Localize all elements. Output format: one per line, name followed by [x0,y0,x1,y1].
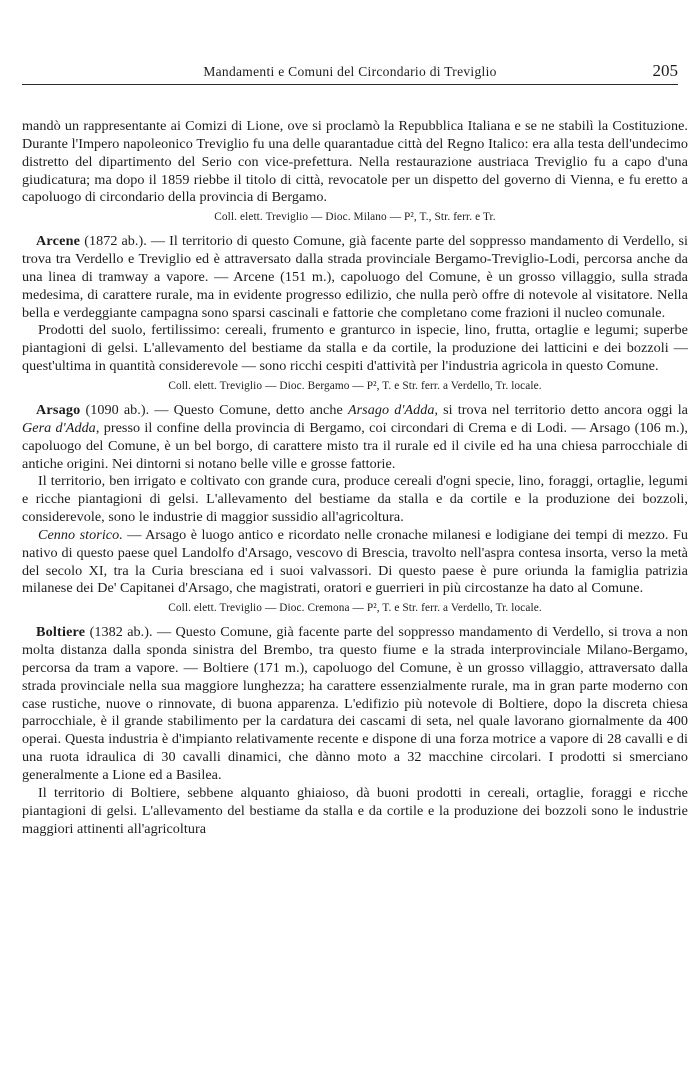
running-title: Mandamenti e Comuni del Circondario di Treviglio [203,64,497,79]
arsago-text-c: , presso il confine della provincia di Bergamo, coi circondari di Crema e di Lodi. — Arsago (106 m.), capoluogo del Comune, è un bel borgo, di carattere misto tra il rurale ed il civile ed ha una chiesa parrocchiale di antiche origini. Nei dintorni si notano belle ville e grosse fattorie. [22,419,688,472]
arsago-paragraph-3 [22,527,688,598]
boltiere-heading: Boltiere [36,624,86,641]
boltiere-text-1: (1382 ab.). — Questo Comune, già facente parte del soppresso mandamento di Verdello, si trova a non molta distanza dalla sponda sinistra del Brembo, tra questo fiume e la strada interprovinciale Milano-Bergamo, percorsa da tram a vapore. — Boltiere (171 m.), capoluogo del Comune, è un grosso villaggio, attraversato dalla strada provinciale nella sua maggiore lunghezza; ha carattere essenzialmente rurale, ma in gran parte moderno con case rustiche, nuove o rinnovate, di buona apparenza. L'edifizio più notevole di Boltiere, dopo la discreta chiesa parrocchiale, è il grande stabilimento per la cardatura dei cascami di seta, nel quale lavorano giornalmente da 400 operai. Questa industria è d'impianto relativamente recente e dispone di una forza motrice a vapore di 28 cavalli e di una ruota idraulica di 30 cavalli dinamici, che dànno moto a 32 macchine circolari. I prodotti si smerciano generalmente a Lione ed a Basilea. [22,624,688,783]
arcene-text-1: (1872 ab.). — Il territorio di questo Comune, già facente parte del soppresso mandamento di Verdello, si trova tra Verdello e Treviglio ed è attraversato dalla strada provinciale Bergamo-Treviglio-Lodi, percorsa anche da una linea di tramway a vapore. — Arcene (151 m.), capoluogo del Comune, è un grosso villaggio, sulla strada medesima, di carattere rurale, ma in evidente progresso edilizio, che nulla però offre di notevole al visitatore. Nella bella e verdeggiante campagna sono sparsi cascinali e fattorie che completano come frazioni il nucleo comunale. [22,233,688,321]
arcene-note: Coll. elett. Treviglio — Dioc. Bergamo — P², T. e Str. ferr. a Verdello, Tr. locale. [168,379,542,392]
arsago-paragraph-2: Il territorio, ben irrigato e coltivato con grande cura, produce cereali d'ogni specie, lino, foraggi, ortaglie, legumi e ricche piantagioni di gelsi. L'allevamento del bestiame da stalla e da cortile e la produzione dei bozzoli, considerevole, sono le industrie di maggior sussidio all'agricoltura. [22,473,688,526]
cenno-storico-label: Cenno storico. [38,526,123,543]
boltiere-paragraph-1 [22,624,688,785]
page-number: 205 [652,61,678,80]
boltiere-paragraph-2: Il territorio di Boltiere, sebbene alquanto ghiaioso, dà buoni prodotti in cereali, ortaglie, foraggi e ricche piantagioni di gelsi. L'allevamento del bestiame da stalla e da cortile e la produzione dei bozzoli sono le industrie maggiori attinenti all'agricoltura [22,784,688,837]
page-body [22,118,688,838]
arcene-paragraph-1 [22,233,688,322]
arsago-paragraph-1 [22,402,688,473]
arsago-italic-name: Arsago d'Adda [347,401,435,418]
arcene-heading: Arcene [36,233,81,250]
arcene-paragraph-2: Prodotti del suolo, fertilissimo: cereali, frumento e granturco in ispecie, lino, frutta, ortaglie e legumi; superbe piantagioni di gelsi. L'allevamento del bestiame da stalla e da cortile, la produzione dei latticini e dei bozzoli — quest'ultima in quantità considerevole — sono ricchi cespiti d'attività per l'industria agricola in questo Comune. [22,322,688,375]
arsago-text-a: (1090 ab.). — Questo Comune, detto anche [80,401,348,418]
arsago-text-b: , si trova nel territorio detto ancora oggi la [434,401,688,418]
intro-note: Coll. elett. Treviglio — Dioc. Milano — P², T., Str. ferr. e Tr. [214,211,496,224]
intro-paragraph: mandò un rappresentante ai Comizi di Lione, ove si proclamò la Repubblica Italiana e se ne stabilì la Costituzione. Durante l'Impero napoleonico Treviglio fu una delle quarantadue città del Regno Italico: era alla testa dell'undecimo distretto del dipartimento del Serio con vice-prefettura. Nella restaurazione austriaca Treviglio fu a capo d'una giudicatura; ma dopo il 1859 riebbe il titolo di città, revocatole per un dispetto del governo di Vienna, e fu eretto a capoluogo di circondario della provincia di Bergamo. [22,118,688,206]
arsago-heading: Arsago [36,401,81,418]
gera-italic-name: Gera d'Adda [22,419,96,436]
arsago-note: Coll. elett. Treviglio — Dioc. Cremona — P², T. e Str. ferr. a Verdello, Tr. locale. [168,602,542,615]
arsago-history-text: — Arsago è luogo antico e ricordato nelle cronache milanesi e lodigiane dei tempi di mezzo. Fu nativo di questo paese quel Landolfo d'Arsago, vescovo di Brescia, travolto nell'aspra contesa insorta, verso la metà del secolo XI, tra la Curia bresciana ed i suoi valvassori. Di questo paese è pure oriunda la famiglia patrizia milanese dei De' Capitanei d'Arsago, che magistrati, oratori e guerrieri in più circostanze ha dato al Comune. [22,526,688,597]
page-header [22,62,678,85]
